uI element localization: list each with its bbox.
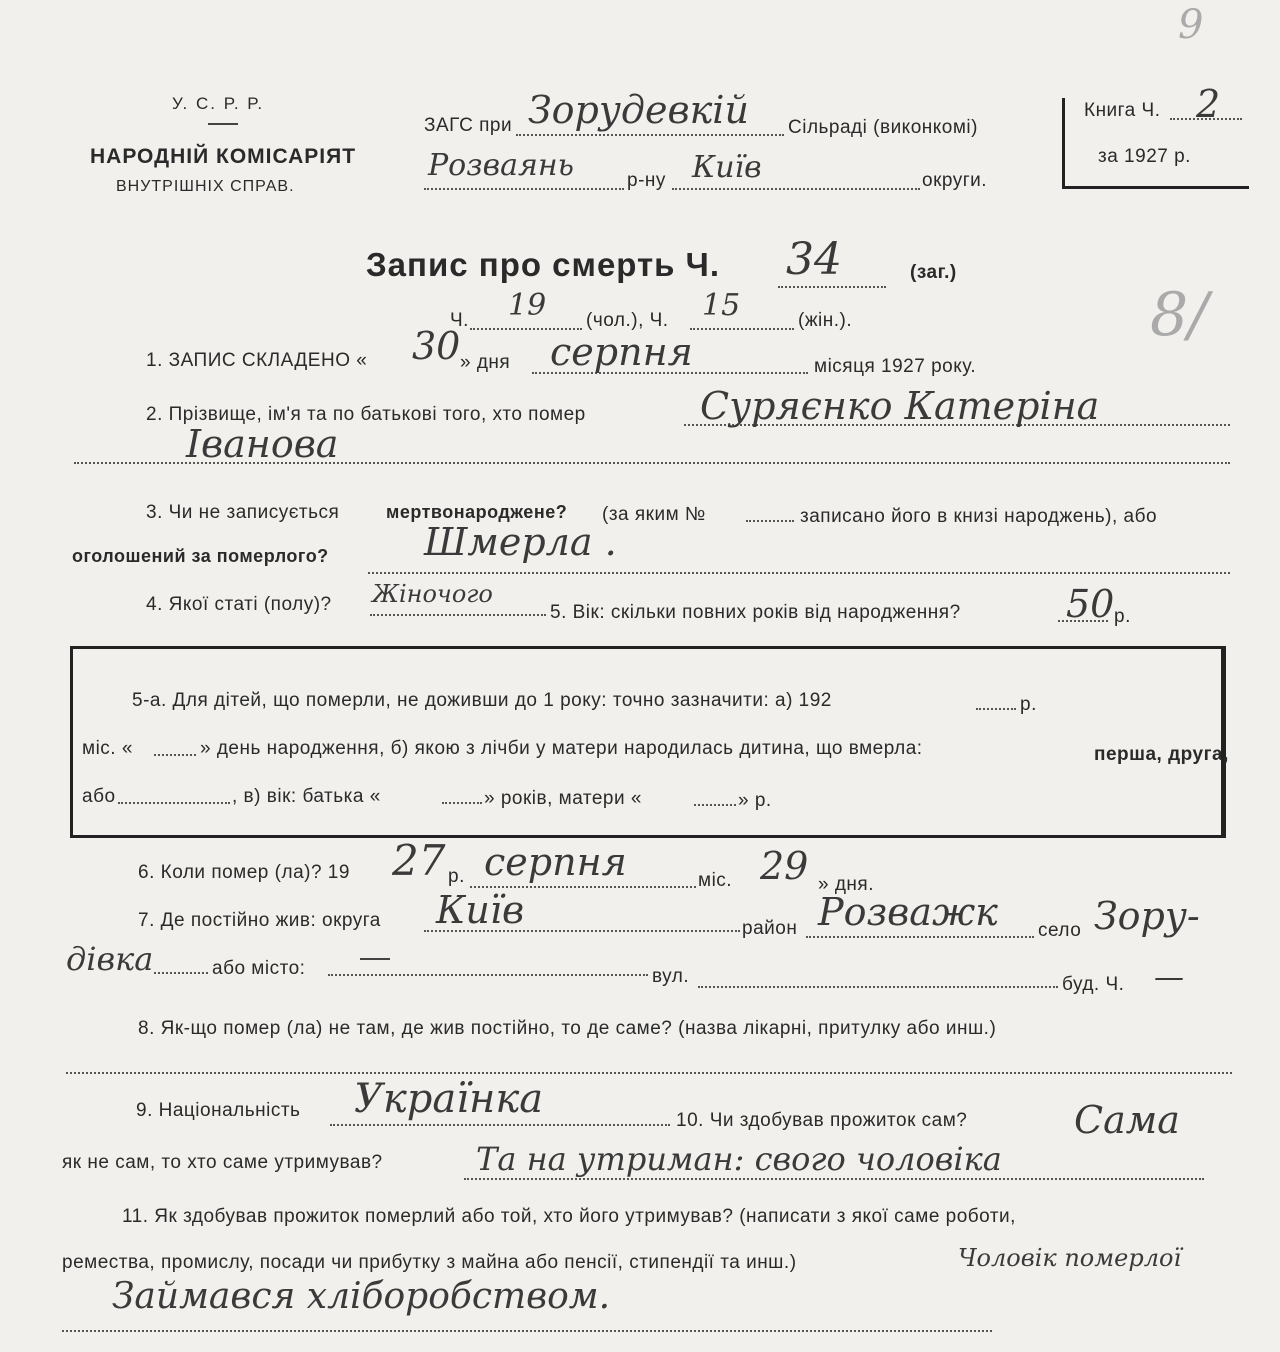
male-count-value: 19 <box>508 288 547 323</box>
f1-end: місяця 1927 року. <box>814 356 977 377</box>
f5-age-unit: р. <box>1114 606 1131 627</box>
f5a-mother-line <box>694 804 736 806</box>
ministry-subtitle: ВНУТРІШНІХ СПРАВ. <box>116 178 295 195</box>
republic-label: У. С. Р. Р. <box>172 94 265 113</box>
f3-line1a: 3. Чи не записується <box>146 502 340 523</box>
stray-mark: 9 <box>1178 2 1204 48</box>
book-year: за 1927 р. <box>1098 146 1191 167</box>
f4-sex-value: Жіночого <box>372 580 493 608</box>
f7-okruha-value: Київ <box>436 888 525 932</box>
f3-number-line <box>746 520 794 522</box>
f1-month-value: серпня <box>550 330 693 374</box>
female-count-line <box>690 328 794 330</box>
female-count-label: (чол.), Ч. <box>586 310 669 331</box>
f1-mid: » дня <box>460 352 511 373</box>
f6-label: 6. Коли помер (ла)? 19 <box>138 862 350 883</box>
f5-age-value: 50 <box>1066 582 1115 626</box>
f3-answer-value: Шмерла . <box>424 520 617 564</box>
f3-line2a: оголошений за померлого? <box>72 546 329 566</box>
f3-answer-line <box>368 572 1230 574</box>
zags-prefix: ЗАГС при <box>424 115 513 136</box>
f10-value: Сама <box>1074 1098 1180 1142</box>
f9-line <box>330 1124 670 1126</box>
f7-selo-value: Зору- <box>1094 894 1200 938</box>
f11-line1: 11. Як здобував прожиток померлий або той, хто його утримував? (написати з якої саме роботи, <box>122 1206 1016 1227</box>
record-number-value: 34 <box>786 234 842 285</box>
raion-value: Розваянь <box>428 148 574 183</box>
f6-mis: міс. <box>698 870 733 891</box>
f11-line2: ремества, промислу, посади чи прибутку з майна або пенсії, стипендії та инш.) <box>62 1252 797 1273</box>
record-suffix: (заг.) <box>910 262 957 283</box>
f10b-line <box>464 1178 1204 1180</box>
f3-line1d: записано його в книзі народжень), або <box>800 506 1158 527</box>
f7-street-line <box>698 986 1058 988</box>
f10b-value: Та на утриман: свого чоловіка <box>476 1140 1002 1178</box>
f6-day-value: 29 <box>760 844 809 888</box>
book-number-value: 2 <box>1196 82 1221 126</box>
f6-r: р. <box>448 866 465 887</box>
ministry-title: НАРОДНІЙ КОМІСАРІЯТ <box>90 145 357 168</box>
f9-label: 9. Національність <box>136 1100 301 1121</box>
f5a-father-line <box>442 802 482 804</box>
f6-year-value: 27 <box>392 836 446 885</box>
f5a-line2c: перша, друга, <box>1094 744 1229 765</box>
f5a-line2a: міс. « <box>82 738 133 759</box>
f10b-label: як не сам, то хто саме утримував? <box>62 1152 383 1173</box>
header-divider <box>208 123 238 125</box>
f5a-line3b: , в) вік: батька « <box>232 786 381 807</box>
f2-name-value: Суряєнко Катеріна <box>700 384 1100 428</box>
f9-nat-value: Українка <box>354 1076 544 1122</box>
f7-city-dash <box>360 958 390 960</box>
zags-village-value: Зорудевкій <box>528 88 749 132</box>
f5a-line2b: » день народження, б) якою з лічби у матери народилась дитина, що вмерла: <box>200 738 923 759</box>
f5a-line3d: » р. <box>738 790 772 811</box>
f5a-month-line <box>154 754 196 756</box>
f3-line1c: (за яким № <box>602 504 706 525</box>
zags-village-line <box>516 134 784 136</box>
f5a-year-line <box>976 708 1016 710</box>
f7-raion-line <box>806 936 1034 938</box>
f7-selo2-line <box>154 972 208 974</box>
f8-line <box>66 1072 1232 1074</box>
f7-raion-value: Розважк <box>818 890 998 934</box>
record-title: Запис про смерть Ч. <box>366 246 720 283</box>
f7-city-line <box>328 974 648 976</box>
f5a-line3c: » років, матери « <box>484 788 642 809</box>
f3-line1b: мертвонароджене? <box>386 502 568 522</box>
f7-city-label: або місто: <box>212 958 306 979</box>
f7-label: 7. Де постійно жив: округа <box>138 910 381 931</box>
zags-suffix: Сільраді (виконкомі) <box>788 117 978 138</box>
f7-house-value: — <box>1154 960 1184 995</box>
raion-label: р-ну <box>627 170 666 191</box>
okruha-label: округи. <box>922 170 988 191</box>
f6-end: » дня. <box>818 874 874 895</box>
f1-day-value: 30 <box>412 324 461 368</box>
f5a-line1: 5-а. Для дітей, що померли, не доживши до 1 року: точно зазначити: а) 192 <box>132 690 832 711</box>
f2-label: 2. Прізвище, ім'я та по батькові того, хто помер <box>146 404 586 425</box>
okruha-value: Київ <box>692 150 762 185</box>
f10-label: 10. Чи здобував прожиток сам? <box>676 1110 968 1131</box>
f8-text: 8. Як-що помер (ла) не там, де жив постійно, то де саме? (назва лікарні, притулку або инш.) <box>138 1018 997 1039</box>
f5a-order-line <box>118 802 230 804</box>
f1-label: 1. ЗАПИС СКЛАДЕНО « <box>146 350 368 371</box>
book-label: Книга Ч. <box>1084 100 1161 121</box>
record-number-line <box>778 286 886 288</box>
f5a-line1-end: р. <box>1020 694 1037 715</box>
stray-mark-side: 8/ <box>1150 280 1209 350</box>
f6-month-value: серпня <box>484 840 627 884</box>
f7-selo2-value: дівка <box>66 940 154 978</box>
male-count-label: Ч. <box>450 310 469 331</box>
f11-line <box>62 1330 992 1332</box>
f7-house-label: буд. Ч. <box>1062 974 1125 995</box>
f7-street-label: вул. <box>652 966 690 987</box>
f11-answer2: Займався хліборобством. <box>112 1276 611 1317</box>
f11-answer1: Чоловік померлої <box>958 1244 1182 1272</box>
f5a-line3a: або <box>82 786 116 807</box>
female-count-value: 15 <box>702 288 741 323</box>
okruha-line <box>672 188 920 190</box>
f2-name2-value: Іванова <box>186 422 339 466</box>
f4-sex-line <box>370 614 546 616</box>
f4-label: 4. Якої статі (полу)? <box>146 594 332 615</box>
f7-raion-label: район <box>742 918 798 939</box>
f7-selo-label: село <box>1038 920 1082 941</box>
female-label: (жін.). <box>798 310 853 331</box>
raion-line <box>424 188 624 190</box>
f5-age-label: 5. Вік: скільки повних років від народження? <box>550 602 961 623</box>
